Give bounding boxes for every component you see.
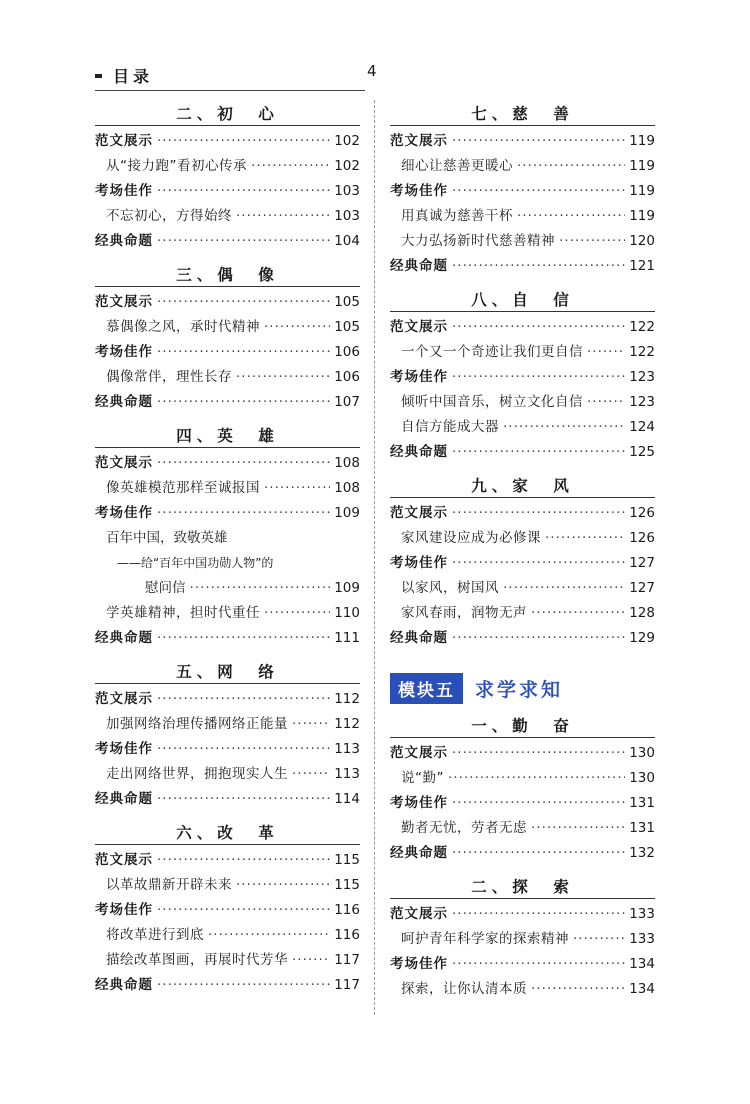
toc-section [390,103,655,287]
toc-heading-entry[interactable] [95,626,360,651]
toc-entry[interactable] [95,601,360,626]
entry-label: 考场佳作 [95,344,153,360]
entry-page-number: 116 [334,902,360,918]
dot-leader [452,179,625,204]
dot-leader [559,229,625,254]
toc-right-top [390,103,655,651]
toc-heading-entry[interactable] [390,902,655,927]
entry-label: 从“接力跑”看初心传承 [106,158,247,174]
dot-leader [531,601,625,626]
entry-page-number: 134 [629,956,655,972]
dot-leader [251,154,330,179]
entry-page-number: 123 [629,394,655,410]
entry-label: 经典命题 [390,845,448,861]
entry-page-number: 112 [334,691,360,707]
toc-heading-entry[interactable] [95,848,360,873]
dot-leader [517,204,625,229]
entry-page-number: 126 [629,505,655,521]
dot-leader [452,440,625,465]
entry-label: 范文展示 [95,691,153,707]
toc-section [95,264,360,423]
entry-label: 考场佳作 [390,956,448,972]
entry-page-number: 133 [629,931,655,947]
dot-leader [452,741,625,766]
entry-label: ——给“百年中国功勋人物”的 [117,556,274,570]
entry-page-number: 119 [629,158,655,174]
entry-label: 说“勤” [401,770,444,786]
toc-entry[interactable] [390,390,655,415]
entry-page-number: 130 [629,745,655,761]
toc-heading-entry[interactable] [95,340,360,365]
entry-label: 范文展示 [95,455,153,471]
entry-label: 经典命题 [95,630,153,646]
toc-entry[interactable] [95,762,360,787]
entry-page-number: 123 [629,369,655,385]
entry-page-number: 106 [334,344,360,360]
toc-heading-entry[interactable] [390,315,655,340]
toc-section [95,661,360,820]
dot-leader [452,365,625,390]
toc-heading-entry[interactable] [390,841,655,866]
entry-label: 以家风，树国风 [401,580,499,596]
toc-heading-entry[interactable] [390,626,655,651]
entry-label: 考场佳作 [390,183,448,199]
dot-leader [545,526,625,551]
entry-page-number: 106 [334,369,360,385]
entry-label: 以革故鼎新开辟未来 [106,877,232,893]
toc-entry[interactable] [95,204,360,229]
toc-entry[interactable] [390,576,655,601]
dot-leader [292,712,330,737]
toc-entry[interactable] [95,873,360,898]
toc-heading-entry[interactable] [95,787,360,812]
entry-label: 家风建设应成为必修课 [401,530,541,546]
dot-leader [157,390,330,415]
toc-heading-entry[interactable] [390,952,655,977]
entry-label: 考场佳作 [390,369,448,385]
entry-page-number: 114 [334,791,360,807]
section-title: 八、自 信 [390,289,655,312]
entry-page-number: 129 [629,630,655,646]
dot-leader [503,415,625,440]
header-marker [95,74,102,78]
entry-label: 像英雄模范那样至诚报国 [106,480,260,496]
entry-page-number: 105 [334,319,360,335]
dot-leader [236,365,330,390]
entry-label: 用真诚为慈善干杯 [401,208,513,224]
entry-label: 走出网络世界，拥抱现实人生 [106,766,288,782]
toc-entry[interactable] [390,816,655,841]
entry-label: 不忘初心，方得始终 [106,208,232,224]
entry-label: 范文展示 [390,906,448,922]
toc-entry[interactable] [95,712,360,737]
dot-leader [452,841,625,866]
entry-page-number: 121 [629,258,655,274]
toc-heading-entry[interactable] [95,687,360,712]
entry-label: 经典命题 [95,394,153,410]
entry-page-number: 122 [629,344,655,360]
entry-page-number: 119 [629,183,655,199]
entry-label: 细心让慈善更暖心 [401,158,513,174]
entry-page-number: 120 [629,233,655,249]
entry-label: 百年中国，致敬英雄 [106,530,228,546]
dot-leader [157,229,330,254]
toc-section [390,876,655,1002]
section-gap [95,254,360,262]
entry-label: 探索，让你认清本质 [401,981,527,997]
toc-entry[interactable] [95,476,360,501]
toc-entry[interactable] [390,927,655,952]
entry-page-number: 117 [334,977,360,993]
dot-leader [573,927,625,952]
dot-leader [157,290,330,315]
entry-page-number: 131 [629,795,655,811]
toc-entry[interactable] [95,576,360,601]
entry-page-number: 115 [334,877,360,893]
column-divider [374,100,375,1015]
section-title: 六、改 革 [95,822,360,845]
section-title: 四、英 雄 [95,425,360,448]
entry-label: 范文展示 [390,505,448,521]
section-title: 七、慈 善 [390,103,655,126]
entry-page-number: 124 [629,419,655,435]
dot-leader [452,254,625,279]
dot-leader [157,898,330,923]
dot-leader [531,816,625,841]
entry-page-number: 109 [334,580,360,596]
dot-leader [236,873,330,898]
dot-leader [452,501,625,526]
dot-leader [292,762,330,787]
entry-label: 经典命题 [95,977,153,993]
dot-leader [157,501,330,526]
toc-heading-entry[interactable] [95,229,360,254]
dot-leader [264,601,330,626]
entry-label: 范文展示 [390,133,448,149]
toc-entry[interactable] [390,415,655,440]
toc-section [390,475,655,651]
entry-label: 考场佳作 [95,183,153,199]
entry-label: 经典命题 [390,444,448,460]
entry-label: 呵护青年科学家的探索精神 [401,931,569,947]
toc-entry[interactable] [390,526,655,551]
toc-heading-entry[interactable] [390,129,655,154]
entry-page-number: 113 [334,741,360,757]
toc-entry[interactable] [390,204,655,229]
entry-label: 偶像常伴，理性长存 [106,369,232,385]
toc-heading-entry[interactable] [95,390,360,415]
dot-leader [452,902,625,927]
entry-label: 家风春雨，润物无声 [401,605,527,621]
entry-page-number: 128 [629,605,655,621]
toc-entry[interactable] [390,154,655,179]
entry-page-number: 115 [334,852,360,868]
section-gap [95,651,360,659]
entry-label: 范文展示 [390,319,448,335]
section-title: 九、家 风 [390,475,655,498]
dot-leader [208,923,330,948]
toc-heading-entry[interactable] [95,129,360,154]
toc-heading-entry[interactable] [390,791,655,816]
toc-section [95,103,360,262]
dot-leader [157,973,330,998]
dot-leader [190,576,331,601]
section-title: 三、偶 像 [95,264,360,287]
page-title: 目录 [113,67,154,86]
entry-label: 自信方能成大器 [401,419,499,435]
dot-leader [157,129,330,154]
entry-page-number: 116 [334,927,360,943]
toc-heading-entry[interactable] [390,501,655,526]
toc-heading-entry[interactable] [390,365,655,390]
entry-label: 范文展示 [95,294,153,310]
dot-leader [236,204,330,229]
entry-page-number: 107 [334,394,360,410]
section-title: 五、网 络 [95,661,360,684]
dot-leader [452,315,625,340]
entry-page-number: 108 [334,455,360,471]
dot-leader [587,390,625,415]
toc-entry[interactable] [95,315,360,340]
entry-label: 描绘改革图画，再展时代芳华 [106,952,288,968]
entry-page-number: 126 [629,530,655,546]
dot-leader [448,766,625,791]
dot-leader [452,626,625,651]
toc-entry[interactable] [95,948,360,973]
toc-entry[interactable] [390,601,655,626]
entry-page-number: 127 [629,580,655,596]
entry-page-number: 102 [334,158,360,174]
dot-leader [452,129,625,154]
entry-label: 加强网络治理传播网络正能量 [106,716,288,732]
toc-right-bottom [390,715,655,1002]
module-banner [390,671,655,705]
entry-page-number: 131 [629,820,655,836]
toc-heading-entry[interactable] [95,501,360,526]
dot-leader [157,340,330,365]
toc-heading-entry[interactable] [390,254,655,279]
toc-heading-entry[interactable] [95,898,360,923]
toc-section [95,822,360,998]
entry-label: 倾听中国音乐，树立文化自信 [401,394,583,410]
section-gap [95,415,360,423]
entry-label: 慰问信 [145,580,186,596]
page-header [95,62,365,91]
toc-heading-entry[interactable] [95,737,360,762]
dot-leader [157,179,330,204]
entry-page-number: 103 [334,183,360,199]
dot-leader [452,791,625,816]
page-number: 4 [367,62,377,80]
entry-page-number: 133 [629,906,655,922]
toc-heading-entry[interactable] [390,551,655,576]
toc-heading-entry[interactable] [390,179,655,204]
module-name: 求学求知 [475,678,564,701]
section-gap [95,812,360,820]
entry-label: 经典命题 [390,258,448,274]
dot-leader [264,476,330,501]
dot-leader [531,977,625,1002]
entry-label: 学英雄精神，担时代重任 [106,605,260,621]
section-gap [390,866,655,874]
toc-entry[interactable] [95,551,360,576]
entry-label: 范文展示 [390,745,448,761]
toc-section [390,715,655,874]
entry-page-number: 119 [629,133,655,149]
toc-heading-entry[interactable] [95,973,360,998]
section-gap [390,465,655,473]
toc-entry[interactable] [390,229,655,254]
entry-label: 将改革进行到底 [106,927,204,943]
entry-page-number: 119 [629,208,655,224]
dot-leader [157,848,330,873]
entry-label: 考场佳作 [95,505,153,521]
entry-page-number: 112 [334,716,360,732]
dot-leader [157,451,330,476]
entry-label: 范文展示 [95,852,153,868]
entry-page-number: 105 [334,294,360,310]
toc-section [390,289,655,473]
toc-entry[interactable] [95,526,360,551]
entry-label: 范文展示 [95,133,153,149]
dot-leader [587,340,625,365]
toc-heading-entry[interactable] [390,440,655,465]
dot-leader [503,576,625,601]
entry-page-number: 111 [334,630,360,646]
module-tag: 模块五 [390,673,463,704]
toc-left-column [95,103,360,1000]
entry-page-number: 109 [334,505,360,521]
entry-page-number: 102 [334,133,360,149]
toc-entry[interactable] [95,923,360,948]
entry-page-number: 125 [629,444,655,460]
entry-page-number: 117 [334,952,360,968]
entry-page-number: 103 [334,208,360,224]
toc-right-column [390,103,655,1004]
toc-heading-entry[interactable] [95,290,360,315]
section-title: 二、初 心 [95,103,360,126]
entry-label: 慕偶像之风，承时代精神 [106,319,260,335]
toc-entry[interactable] [390,766,655,791]
entry-label: 经典命题 [95,791,153,807]
section-gap [390,279,655,287]
dot-leader [157,687,330,712]
dot-leader [452,551,625,576]
entry-label: 考场佳作 [390,795,448,811]
entry-label: 经典命题 [95,233,153,249]
entry-page-number: 132 [629,845,655,861]
toc-entry[interactable] [95,365,360,390]
entry-label: 考场佳作 [95,741,153,757]
dot-leader [292,948,330,973]
dot-leader [452,952,625,977]
toc-heading-entry[interactable] [390,741,655,766]
entry-label: 经典命题 [390,630,448,646]
entry-label: 勤者无忧，劳者无虑 [401,820,527,836]
toc-heading-entry[interactable] [95,179,360,204]
toc-heading-entry[interactable] [95,451,360,476]
toc-entry[interactable] [95,154,360,179]
entry-page-number: 127 [629,555,655,571]
entry-page-number: 110 [334,605,360,621]
entry-page-number: 113 [334,766,360,782]
entry-label: 一个又一个奇迹让我们更自信 [401,344,583,360]
entry-page-number: 122 [629,319,655,335]
toc-entry[interactable] [390,977,655,1002]
entry-page-number: 108 [334,480,360,496]
toc-section [95,425,360,659]
dot-leader [517,154,625,179]
entry-page-number: 130 [629,770,655,786]
entry-page-number: 134 [629,981,655,997]
entry-label: 考场佳作 [95,902,153,918]
entry-label: 大力弘扬新时代慈善精神 [401,233,555,249]
toc-entry[interactable] [390,340,655,365]
entry-page-number: 104 [334,233,360,249]
dot-leader [157,626,330,651]
section-title: 一、勤 奋 [390,715,655,738]
dot-leader [157,787,330,812]
dot-leader [264,315,330,340]
section-title: 二、探 索 [390,876,655,899]
dot-leader [157,737,330,762]
entry-label: 考场佳作 [390,555,448,571]
